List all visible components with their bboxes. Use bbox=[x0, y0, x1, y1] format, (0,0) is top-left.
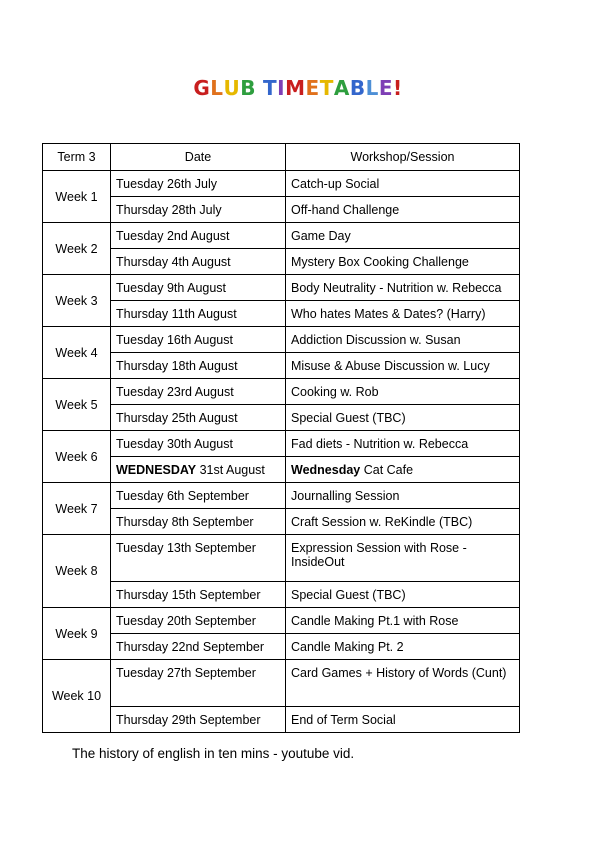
title-letter: G bbox=[193, 76, 211, 100]
session-cell bbox=[286, 171, 520, 197]
session-text: Cooking w. Rob bbox=[291, 384, 379, 399]
session-cell bbox=[286, 275, 520, 301]
session-text: Expression Session with Rose -InsideOut bbox=[291, 541, 467, 569]
session-text: Who hates Mates & Dates? (Harry) bbox=[291, 306, 486, 321]
week-label: Week 9 bbox=[43, 608, 111, 660]
session-cell bbox=[286, 660, 520, 707]
date-cell bbox=[111, 379, 286, 405]
date-cell bbox=[111, 582, 286, 608]
date-cell bbox=[111, 535, 286, 582]
table-row bbox=[43, 223, 520, 249]
week-label: Week 5 bbox=[43, 379, 111, 431]
date-cell bbox=[111, 509, 286, 535]
table-row bbox=[43, 405, 520, 431]
table-row bbox=[43, 707, 520, 733]
title-letter: I bbox=[277, 76, 286, 100]
date-text: 31st August bbox=[196, 462, 265, 477]
session-cell bbox=[286, 249, 520, 275]
session-cell bbox=[286, 379, 520, 405]
session-text: Off-hand Challenge bbox=[291, 202, 400, 217]
session-text: Craft Session w. ReKindle (TBC) bbox=[291, 514, 473, 529]
table-row bbox=[43, 379, 520, 405]
week-label: Week 6 bbox=[43, 431, 111, 483]
session-text: Candle Making Pt.1 with Rose bbox=[291, 613, 459, 628]
date-text: Tuesday 27th September bbox=[116, 666, 256, 680]
session-cell bbox=[286, 582, 520, 608]
title-letter: U bbox=[223, 76, 241, 100]
session-cell bbox=[286, 223, 520, 249]
date-text: Tuesday 20th September bbox=[116, 613, 256, 628]
date-cell bbox=[111, 301, 286, 327]
date-text: Thursday 28th July bbox=[116, 202, 222, 217]
week-label: Week 2 bbox=[43, 223, 111, 275]
header-date: Date bbox=[111, 144, 286, 171]
session-cell bbox=[286, 535, 520, 582]
date-text: Tuesday 16th August bbox=[116, 332, 233, 347]
table-row bbox=[43, 509, 520, 535]
date-text: Thursday 18th August bbox=[116, 358, 238, 373]
session-cell bbox=[286, 634, 520, 660]
table-header-row bbox=[43, 144, 520, 171]
date-text: Thursday 4th August bbox=[116, 254, 231, 269]
session-cell bbox=[286, 431, 520, 457]
week-label: Week 1 bbox=[43, 171, 111, 223]
title-letter: L bbox=[365, 76, 379, 100]
title-letter: E bbox=[378, 76, 394, 100]
date-text: Tuesday 2nd August bbox=[116, 228, 230, 243]
title-letter: L bbox=[210, 76, 224, 100]
session-cell bbox=[286, 707, 520, 733]
title-letter: A bbox=[333, 76, 350, 100]
date-cell bbox=[111, 197, 286, 223]
session-text: Mystery Box Cooking Challenge bbox=[291, 254, 469, 269]
date-text: Thursday 25th August bbox=[116, 410, 238, 425]
table-row bbox=[43, 275, 520, 301]
table-row bbox=[43, 535, 520, 582]
table-row bbox=[43, 431, 520, 457]
week-label: Week 3 bbox=[43, 275, 111, 327]
session-text: Game Day bbox=[291, 228, 351, 243]
title-letter: E bbox=[305, 76, 320, 100]
session-text: Catch-up Social bbox=[291, 176, 380, 191]
table-row bbox=[43, 634, 520, 660]
table-row bbox=[43, 483, 520, 509]
date-cell bbox=[111, 405, 286, 431]
header-session: Workshop/Session bbox=[286, 144, 520, 171]
date-text: Tuesday 9th August bbox=[116, 280, 227, 295]
session-text: Misuse & Abuse Discussion w. Lucy bbox=[291, 358, 490, 373]
table-row bbox=[43, 608, 520, 634]
table-row bbox=[43, 660, 520, 707]
date-cell bbox=[111, 171, 286, 197]
date-cell bbox=[111, 223, 286, 249]
date-cell bbox=[111, 353, 286, 379]
session-text: Cat Cafe bbox=[360, 462, 414, 477]
title-letter: ! bbox=[393, 76, 403, 100]
session-cell bbox=[286, 405, 520, 431]
session-text: Candle Making Pt. 2 bbox=[291, 639, 404, 654]
session-text: Addiction Discussion w. Susan bbox=[291, 332, 461, 347]
date-text: Thursday 15th September bbox=[116, 587, 261, 602]
date-cell bbox=[111, 483, 286, 509]
date-cell bbox=[111, 608, 286, 634]
title-letter: B bbox=[240, 76, 257, 100]
date-text: Tuesday 30th August bbox=[116, 436, 233, 451]
session-cell bbox=[286, 457, 520, 483]
page-title bbox=[0, 76, 596, 100]
table-row bbox=[43, 353, 520, 379]
date-emphasis: WEDNESDAY bbox=[116, 462, 197, 477]
session-text: Fad diets - Nutrition w. Rebecca bbox=[291, 436, 469, 451]
title-letter: M bbox=[285, 76, 306, 100]
table-row bbox=[43, 197, 520, 223]
session-text: Special Guest (TBC) bbox=[291, 410, 406, 425]
title-letter: T bbox=[319, 76, 334, 100]
date-cell bbox=[111, 660, 286, 707]
date-text: Tuesday 26th July bbox=[116, 176, 217, 191]
date-text: Tuesday 23rd August bbox=[116, 384, 234, 399]
date-text: Thursday 8th September bbox=[116, 514, 254, 529]
table-row bbox=[43, 171, 520, 197]
session-cell bbox=[286, 301, 520, 327]
header-term: Term 3 bbox=[43, 144, 111, 171]
session-text: Body Neutrality - Nutrition w. Rebecca bbox=[291, 280, 502, 295]
session-text: End of Term Social bbox=[291, 712, 396, 727]
session-cell bbox=[286, 197, 520, 223]
table-row bbox=[43, 301, 520, 327]
table-row bbox=[43, 327, 520, 353]
table-row bbox=[43, 457, 520, 483]
date-cell bbox=[111, 634, 286, 660]
title-letter: B bbox=[349, 76, 366, 100]
date-text: Thursday 29th September bbox=[116, 712, 261, 727]
timetable bbox=[42, 143, 520, 733]
session-cell bbox=[286, 327, 520, 353]
week-label: Week 4 bbox=[43, 327, 111, 379]
session-text: Special Guest (TBC) bbox=[291, 587, 406, 602]
table-row bbox=[43, 249, 520, 275]
session-cell bbox=[286, 608, 520, 634]
session-cell bbox=[286, 483, 520, 509]
date-cell bbox=[111, 457, 286, 483]
date-text: Thursday 11th August bbox=[116, 306, 237, 321]
session-cell bbox=[286, 353, 520, 379]
title-letter: T bbox=[263, 76, 278, 100]
session-cell bbox=[286, 509, 520, 535]
date-text: Tuesday 6th September bbox=[116, 488, 249, 503]
date-cell bbox=[111, 327, 286, 353]
date-text: Thursday 22nd September bbox=[116, 639, 265, 654]
table-row bbox=[43, 582, 520, 608]
session-text: Journalling Session bbox=[291, 488, 400, 503]
date-cell bbox=[111, 431, 286, 457]
date-cell bbox=[111, 707, 286, 733]
footer-note: The history of english in ten mins - youtube vid. bbox=[72, 746, 355, 761]
session-emphasis: Wednesday bbox=[291, 462, 361, 477]
week-label: Week 8 bbox=[43, 535, 111, 608]
date-text: Tuesday 13th September bbox=[116, 541, 256, 555]
week-label: Week 7 bbox=[43, 483, 111, 535]
date-cell bbox=[111, 249, 286, 275]
session-text: Card Games + History of Words (Cunt) bbox=[291, 666, 507, 680]
date-cell bbox=[111, 275, 286, 301]
week-label: Week 10 bbox=[43, 660, 111, 733]
